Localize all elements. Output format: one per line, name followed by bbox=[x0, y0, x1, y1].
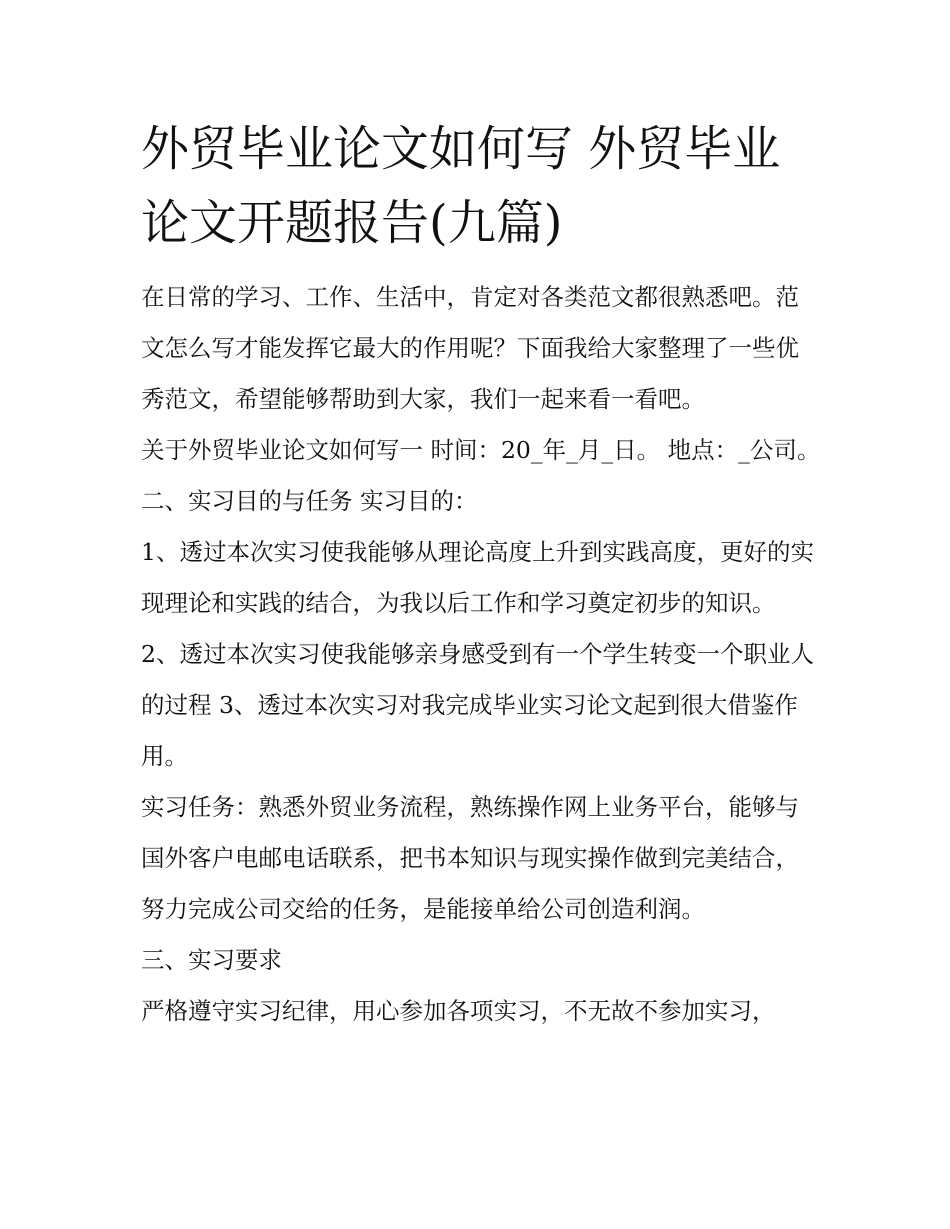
task-paragraph: 实习任务：熟悉外贸业务流程，熟练操作网上业务平台，能够与国外客户电邮电话联系，把书本知识与现实操作做到完美结合，努力完成公司交给的任务，是能接单给公司创造利润。 bbox=[141, 793, 799, 923]
requirements-paragraph: 严格遵守实习纪律，用心参加各项实习，不无故不参加实习， bbox=[141, 997, 776, 1025]
section-heading-requirements: 三、实习要求 bbox=[141, 946, 282, 974]
title-line-2: 论文开题报告(九篇) bbox=[141, 195, 563, 251]
purpose-item-2: 2、透过本次实习使我能够亲身感受到有一个学生转变一个职业人的过程 3、透过本次实习对我完成毕业实习论文起到很大借鉴作用。 bbox=[141, 640, 814, 770]
time-location-paragraph: 关于外贸毕业论文如何写一 时间：20_年_月_日。 地点：_公司。 二、实习目的与任务 实习目的： bbox=[141, 436, 821, 515]
document-title bbox=[141, 112, 821, 260]
intro-paragraph: 在日常的学习、工作、生活中，肯定对各类范文都很熟悉吧。范文怎么写才能发挥它最大的作用呢？下面我给大家整理了一些优秀范文，希望能够帮助到大家，我们一起来看一看吧。 bbox=[141, 283, 799, 413]
document-page bbox=[141, 112, 821, 1037]
purpose-item-1: 1、透过本次实习使我能够从理论高度上升到实践高度，更好的实现理论和实践的结合，为我以后工作和学习奠定初步的知识。 bbox=[141, 538, 814, 617]
title-line-1: 外贸毕业论文如何写 外贸毕业 bbox=[141, 121, 781, 177]
